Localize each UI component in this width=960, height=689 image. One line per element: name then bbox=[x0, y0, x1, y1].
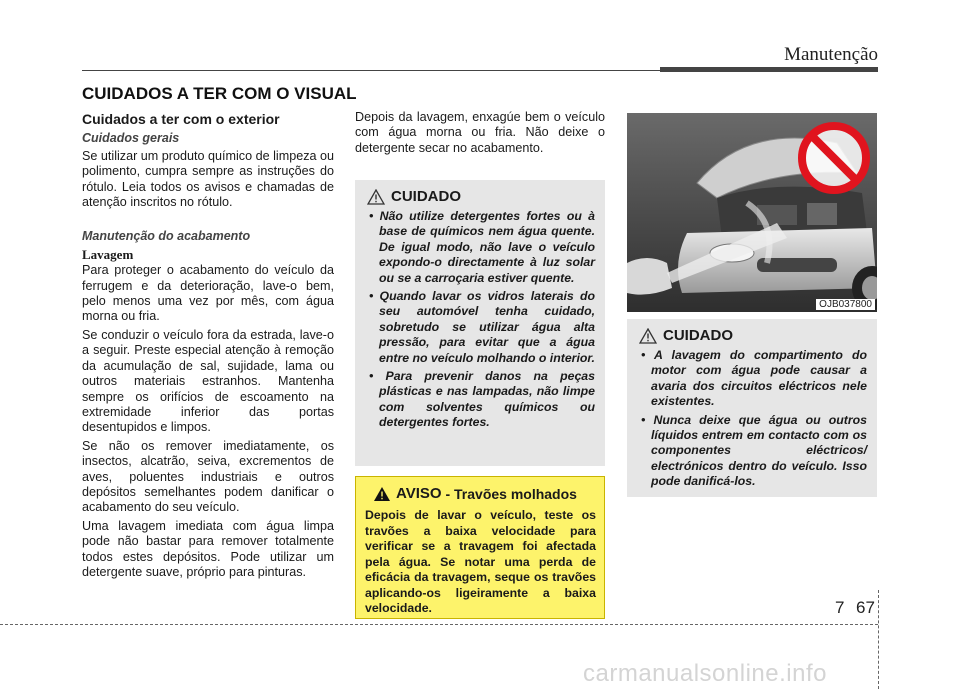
page-number: 67 bbox=[856, 598, 875, 617]
middle-column bbox=[355, 110, 605, 156]
chapter-title: Manutenção bbox=[784, 44, 878, 65]
warning-title: AVISO bbox=[396, 485, 442, 502]
chapter-number: 7 bbox=[835, 598, 845, 617]
caution-item: • Não utilize detergentes fortes ou à base de químicos nem água quente. De igual modo, não lave o veículo expondo-o directamente à luz solar ou se a carroçaria estiver quente. bbox=[369, 209, 595, 285]
section-title: CUIDADOS A TER COM O VISUAL bbox=[82, 84, 357, 103]
warning-triangle-icon bbox=[639, 328, 657, 344]
washing-paragraph: Se conduzir o veículo fora da estrada, lave-o a seguir. Preste especial atenção à remoção da acumulação de sal, sujidade, lama ou outros materiais estranhos. Mantenha sempre os orifícios de escoamento na extremidade inferior das portas desentupidos e limpos. bbox=[82, 327, 334, 435]
caution-box-engine bbox=[627, 319, 877, 497]
warning-triangle-filled-icon bbox=[373, 486, 391, 502]
washing-paragraph: Para proteger o acabamento do veículo da ferrugem e da deterioração, lave-o bem, pelo menos uma vez por mês, com água morna ou fria. bbox=[82, 263, 334, 324]
warning-heading bbox=[365, 485, 596, 502]
washing-label: Lavagem bbox=[82, 246, 134, 262]
general-care-subheading: Cuidados gerais bbox=[82, 131, 180, 146]
warning-text: Depois de lavar o veículo, teste os travões a baixa velocidade para verificar se a travagem foi afectada pela água. Se notar uma perda de eficácia da travagem, seque os travões aplicando-os ligeiramente a baixa velocidade. bbox=[365, 508, 596, 615]
rinse-paragraph: Depois da lavagem, enxagúe bem o veículo com água morna ou fria. Não deixe o detergente secar no acabamento. bbox=[355, 110, 605, 155]
footer-rule bbox=[0, 624, 878, 625]
finish-subheading: Manutenção do acabamento bbox=[82, 229, 251, 244]
caution-title: CUIDADO bbox=[663, 327, 733, 344]
caution-heading bbox=[639, 327, 867, 344]
washing-paragraph: Se não os remover imediatamente, os insectos, alcatrão, seiva, excrementos de aves, poluentes industriais e outros depósitos semelhantes podem danificar o acabamento do seu veículo. bbox=[82, 438, 334, 515]
caution-title: CUIDADO bbox=[391, 188, 461, 205]
warning-box-wet-brakes bbox=[355, 476, 605, 619]
caution-item: • Nunca deixe que água ou outros líquidos entrem em contacto com os componentes eléctricos/ electrónicos dentro do veículo. Isso pode danificá-los. bbox=[641, 412, 867, 489]
engine-wash-prohibited-image bbox=[627, 113, 877, 312]
image-code: OJB037800 bbox=[816, 299, 875, 310]
caution-item: • Quando lavar os vidros laterais do seu automóvel tenha cuidado, sobretudo se utilizar água alta pressão, para evitar que a água entre no veículo molhando o interior. bbox=[369, 289, 595, 365]
caution-heading bbox=[367, 188, 595, 205]
caution-box-washing bbox=[355, 180, 605, 466]
warning-subtitle: - Travões molhados bbox=[445, 485, 577, 502]
warning-triangle-icon bbox=[367, 189, 385, 205]
caution-item: • A lavagem do compartimento do motor com água pode causar a avaria dos circuitos eléctricos nele existentes. bbox=[641, 348, 867, 409]
general-care-text: Se utilizar um produto químico de limpeza ou polimento, cumpra sempre as instruções do rótulo. Leia todos os avisos e chamadas de atenção inscritos no rótulo. bbox=[82, 148, 335, 210]
washing-paragraph: Uma lavagem imediata com água limpa pode não bastar para remover totalmente todos estes depósitos. Pode utilizar um detergente suave, próprio para pinturas. bbox=[82, 518, 334, 579]
watermark: carmanualsonline.info bbox=[583, 660, 827, 687]
caution-item: • Para prevenir danos na peças plásticas e nas lampadas, não limpe com solventes químicos ou detergentes fortes. bbox=[369, 369, 595, 430]
exterior-heading: Cuidados a ter com o exterior bbox=[82, 111, 280, 127]
header-rule-accent bbox=[660, 67, 878, 72]
car-engine-illustration bbox=[627, 113, 877, 312]
footer-divider bbox=[878, 590, 879, 689]
left-column bbox=[82, 112, 334, 583]
